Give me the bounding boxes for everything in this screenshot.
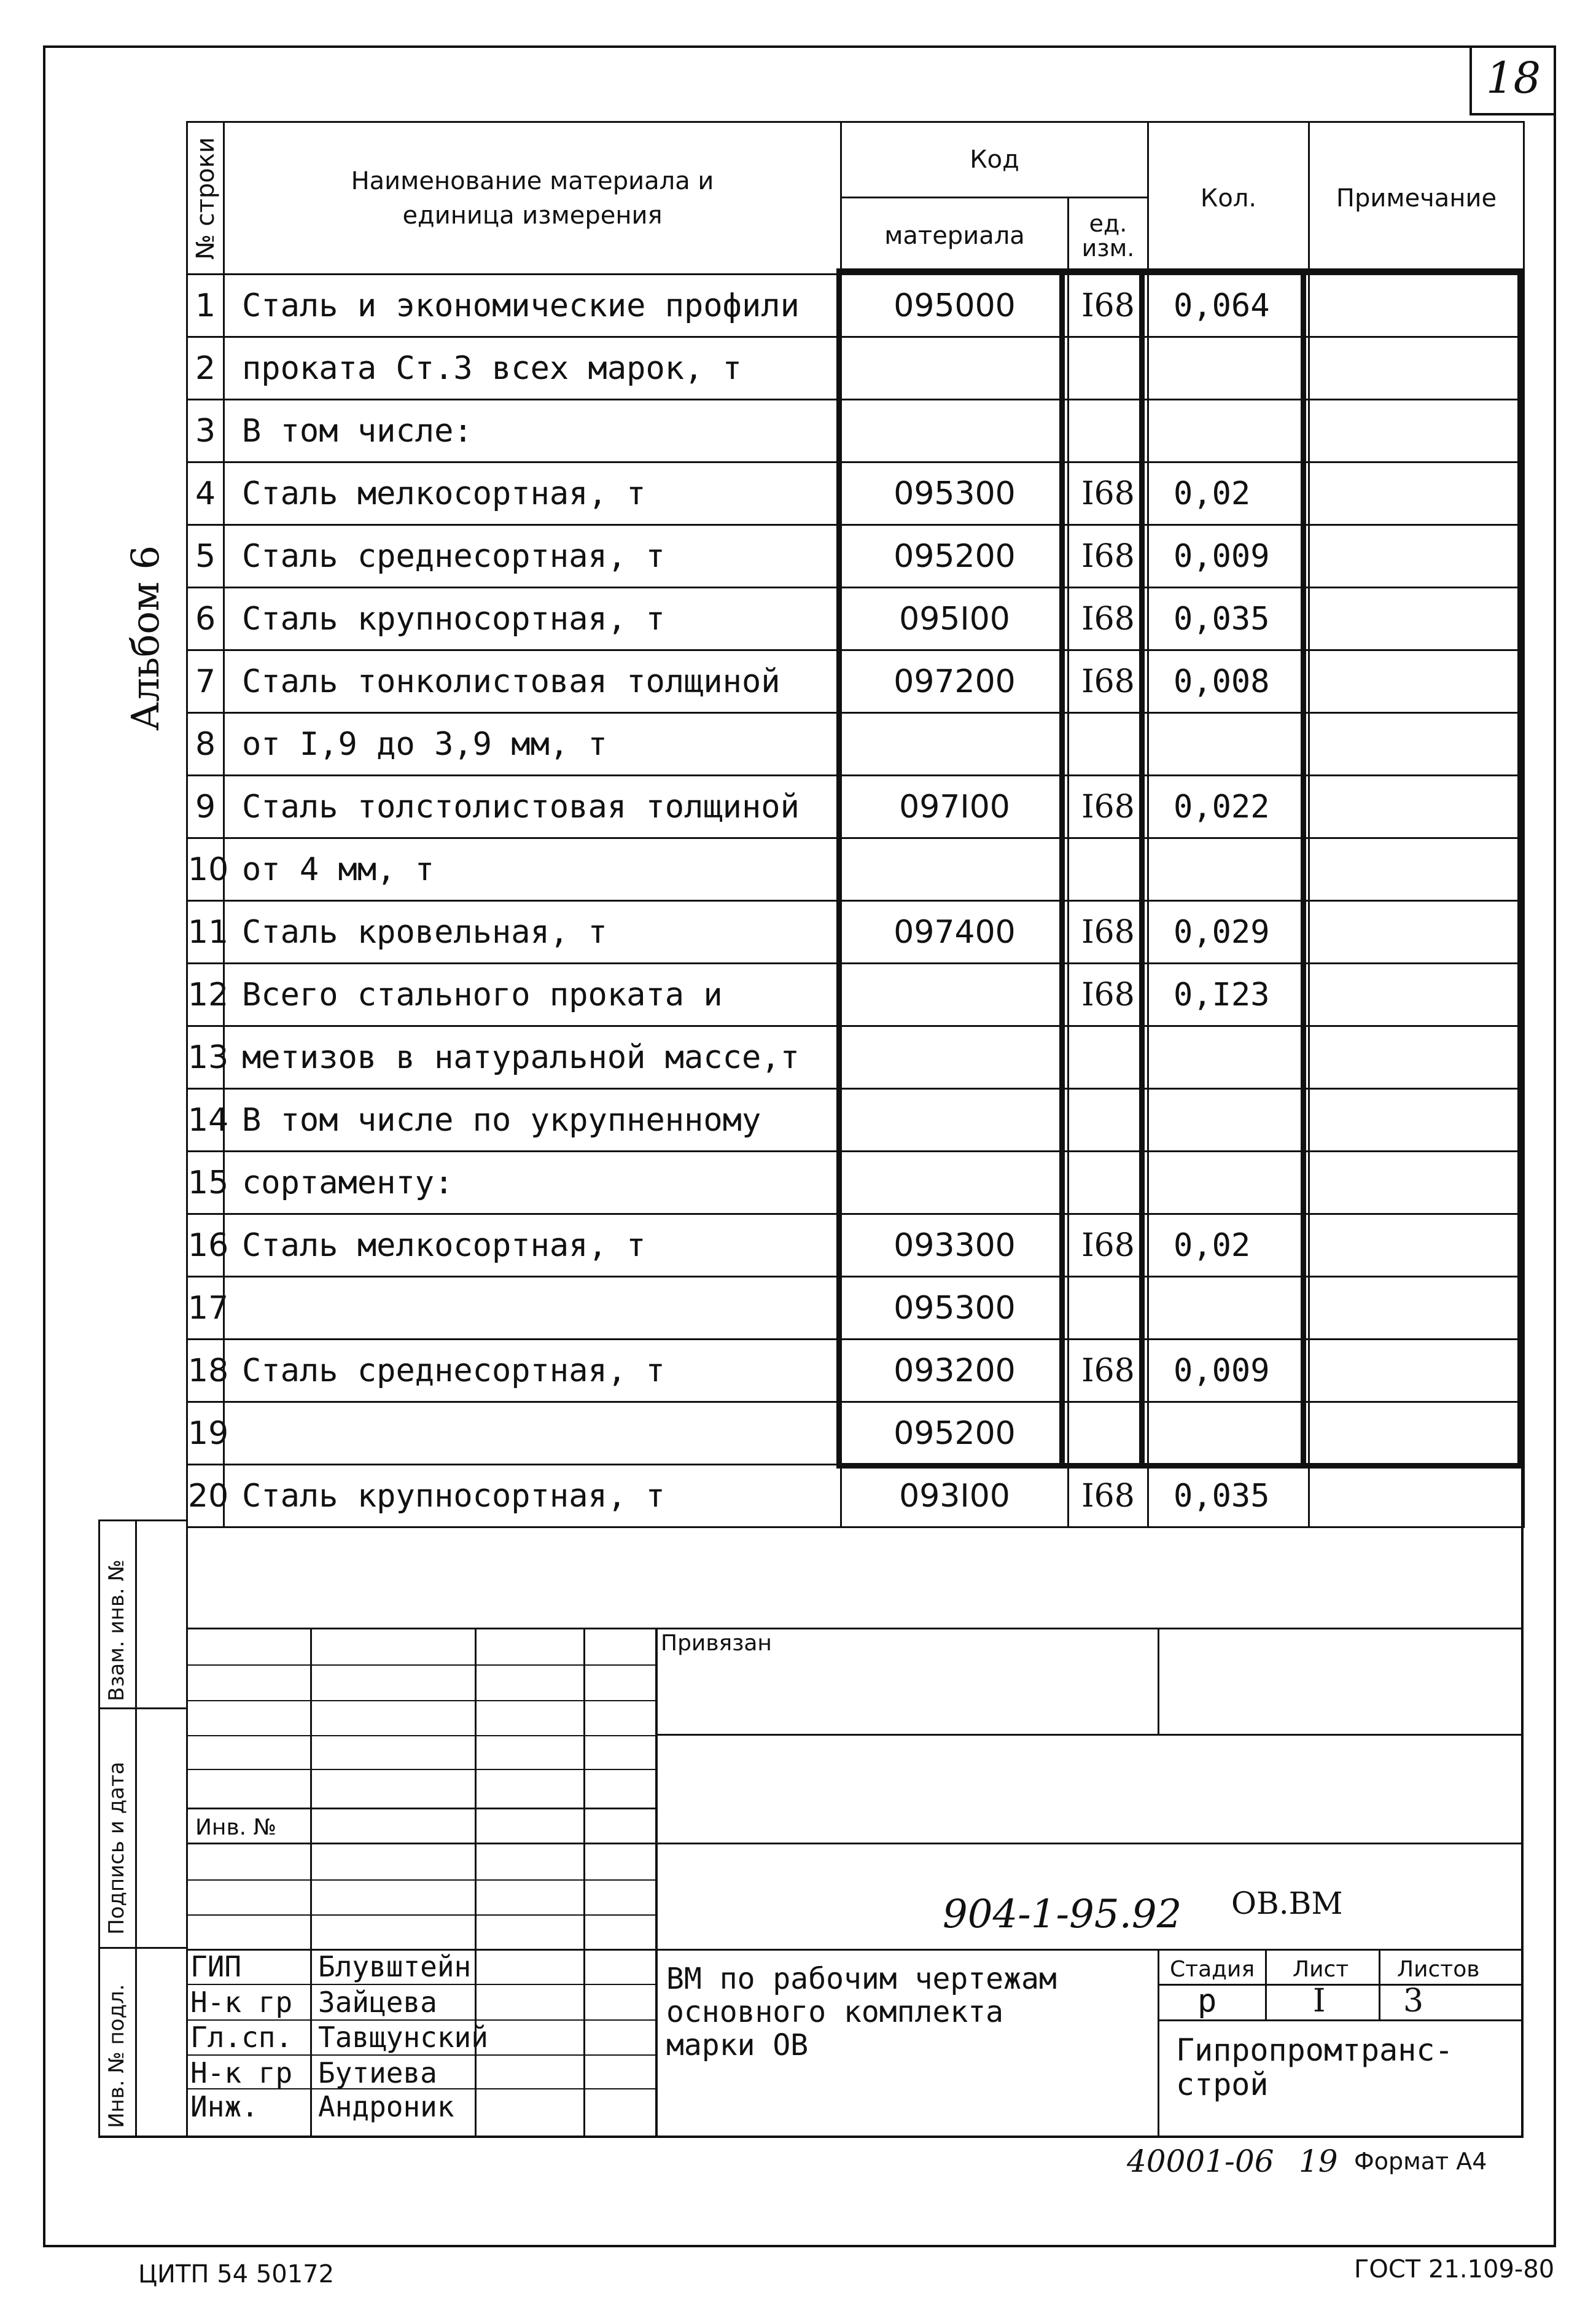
- sheet-label: Лист: [1293, 1957, 1349, 1982]
- row-number: 3: [187, 400, 224, 462]
- unit-code: I68: [1069, 901, 1148, 964]
- row-number: 20: [187, 1465, 224, 1527]
- staff-role: ГИП: [190, 1950, 242, 1983]
- note: [1309, 1465, 1524, 1527]
- handwritten-code: 40001-06: [1127, 2144, 1274, 2179]
- material-code: 093200: [841, 1340, 1069, 1402]
- header-code-unit: ед. изм.: [1069, 198, 1148, 275]
- quantity: 0,029: [1148, 901, 1309, 964]
- quantity: 0,009: [1148, 1340, 1309, 1402]
- stage-value: р: [1197, 1983, 1217, 2019]
- material-name: Сталь мелкосортная, т: [224, 1214, 841, 1277]
- material-code: 097I00: [841, 776, 1069, 838]
- material-name: от 4 мм, т: [224, 838, 841, 901]
- row-number: 18: [187, 1340, 224, 1402]
- row-number: 11: [187, 901, 224, 964]
- quantity: 0,035: [1148, 588, 1309, 650]
- material-name: сортаменту:: [224, 1152, 841, 1214]
- unit-code: I68: [1069, 1465, 1148, 1527]
- material-name: В том числе:: [224, 400, 841, 462]
- material-code: 095200: [841, 1402, 1069, 1465]
- material-code: 095200: [841, 525, 1069, 588]
- unit-code: I68: [1069, 776, 1148, 838]
- doc-description: ВМ по рабочим чертежам основного комплекта марки ОВ: [666, 1962, 1057, 2062]
- table-row: [187, 1465, 1524, 1527]
- unit-code: I68: [1069, 275, 1148, 337]
- material-code: 097400: [841, 901, 1069, 964]
- quantity: 0,035: [1148, 1465, 1309, 1527]
- row-number: 19: [187, 1402, 224, 1465]
- sheets-value: 3: [1403, 1983, 1424, 2019]
- header-code: Код: [841, 122, 1148, 198]
- unit-code: I68: [1069, 1340, 1148, 1402]
- vzam-inv-label: Взам. инв. №: [104, 1559, 129, 1701]
- row-number: 9: [187, 776, 224, 838]
- quantity: 0,I23: [1148, 964, 1309, 1026]
- material-code: 095300: [841, 1277, 1069, 1340]
- staff-role: Инж.: [190, 2090, 259, 2123]
- row-number: 14: [187, 1089, 224, 1152]
- inv-podl-label: Инв. № подл.: [104, 1984, 129, 2128]
- inv-no-label: Инв. №: [195, 1815, 277, 1840]
- quantity: 0,009: [1148, 525, 1309, 588]
- staff-name: Блувштейн: [318, 1950, 472, 1983]
- header-note: Примечание: [1309, 122, 1524, 275]
- material-code: 095300: [841, 462, 1069, 525]
- row-number: 1: [187, 275, 224, 337]
- staff-name: Бутиева: [318, 2056, 437, 2089]
- material-name: Сталь и экономические профили: [224, 275, 841, 337]
- staff-role: Гл.сп.: [190, 2021, 293, 2054]
- header-qty: Кол.: [1148, 122, 1309, 275]
- unit-code: I68: [1069, 588, 1148, 650]
- footer-left: ЦИТП 54 50172: [138, 2260, 335, 2288]
- quantity: 0,064: [1148, 275, 1309, 337]
- staff-role: Н-к гр: [190, 1986, 293, 2019]
- row-number: 10: [187, 838, 224, 901]
- unit-code: I68: [1069, 650, 1148, 713]
- staff-name: Зайцева: [318, 1986, 437, 2019]
- material-name: Сталь среднесортная, т: [224, 525, 841, 588]
- material-name: Сталь толстолистовая толщиной: [224, 776, 841, 838]
- row-number: 6: [187, 588, 224, 650]
- material-name: Сталь среднесортная, т: [224, 1340, 841, 1402]
- staff-name: Тавщунский: [318, 2021, 488, 2054]
- material-name: Сталь крупносортная, т: [224, 1465, 841, 1527]
- material-name: Всего стального проката и: [224, 964, 841, 1026]
- row-number: 4: [187, 462, 224, 525]
- row-number: 2: [187, 337, 224, 400]
- album-label: Альбом 6: [123, 545, 168, 731]
- page-number: 18: [1486, 53, 1541, 103]
- doc-code: 904-1-95.92: [943, 1892, 1182, 1937]
- row-number: 13: [187, 1026, 224, 1089]
- material-name: метизов в натуральной массе,т: [224, 1026, 841, 1089]
- unit-code: I68: [1069, 964, 1148, 1026]
- header-code-material: материала: [841, 198, 1069, 275]
- doc-mark: ОВ.ВМ: [1231, 1886, 1343, 1921]
- material-name: В том числе по укрупненному: [224, 1089, 841, 1152]
- organization: Гипропромтранс- строй: [1176, 2032, 1454, 2102]
- footer-right: ГОСТ 21.109-80: [1354, 2255, 1555, 2284]
- material-name: Сталь крупносортная, т: [224, 588, 841, 650]
- unit-code: I68: [1069, 1214, 1148, 1277]
- material-code: 095I00: [841, 588, 1069, 650]
- header-name: Наименование материала и единица измерения: [224, 122, 841, 275]
- unit-code: I68: [1069, 525, 1148, 588]
- podpis-data-label: Подпись и дата: [104, 1761, 129, 1935]
- row-number: 12: [187, 964, 224, 1026]
- unit-code: I68: [1069, 462, 1148, 525]
- row-number: 8: [187, 713, 224, 776]
- handwritten-number: 19: [1299, 2144, 1338, 2179]
- stage-label: Стадия: [1170, 1957, 1255, 1982]
- quantity: 0,02: [1148, 462, 1309, 525]
- quantity: 0,02: [1148, 1214, 1309, 1277]
- row-number: 16: [187, 1214, 224, 1277]
- staff-role: Н-к гр: [190, 2056, 293, 2089]
- material-name: от I,9 до 3,9 мм, т: [224, 713, 841, 776]
- material-code: 093I00: [841, 1465, 1069, 1527]
- material-name: Сталь тонколистовая толщиной: [224, 650, 841, 713]
- format-label: Формат А4: [1354, 2148, 1487, 2175]
- row-number: 15: [187, 1152, 224, 1214]
- quantity: 0,008: [1148, 650, 1309, 713]
- header-row-number: № строки: [187, 122, 224, 275]
- material-code: 097200: [841, 650, 1069, 713]
- material-name: Сталь мелкосортная, т: [224, 462, 841, 525]
- data-area-outline: [836, 268, 1523, 1469]
- row-number: 7: [187, 650, 224, 713]
- staff-name: Андроник: [318, 2090, 454, 2123]
- material-name: Сталь кровельная, т: [224, 901, 841, 964]
- material-name: [224, 1277, 841, 1340]
- sheets-label: Листов: [1397, 1957, 1480, 1982]
- material-name: [224, 1402, 841, 1465]
- privyazan-label: Привязан: [661, 1631, 772, 1656]
- row-number: 17: [187, 1277, 224, 1340]
- material-code: 095000: [841, 275, 1069, 337]
- material-code: 093300: [841, 1214, 1069, 1277]
- row-number: 5: [187, 525, 224, 588]
- quantity: 0,022: [1148, 776, 1309, 838]
- material-name: проката Ст.3 всех марок, т: [224, 337, 841, 400]
- sheet-value: I: [1313, 1983, 1326, 2019]
